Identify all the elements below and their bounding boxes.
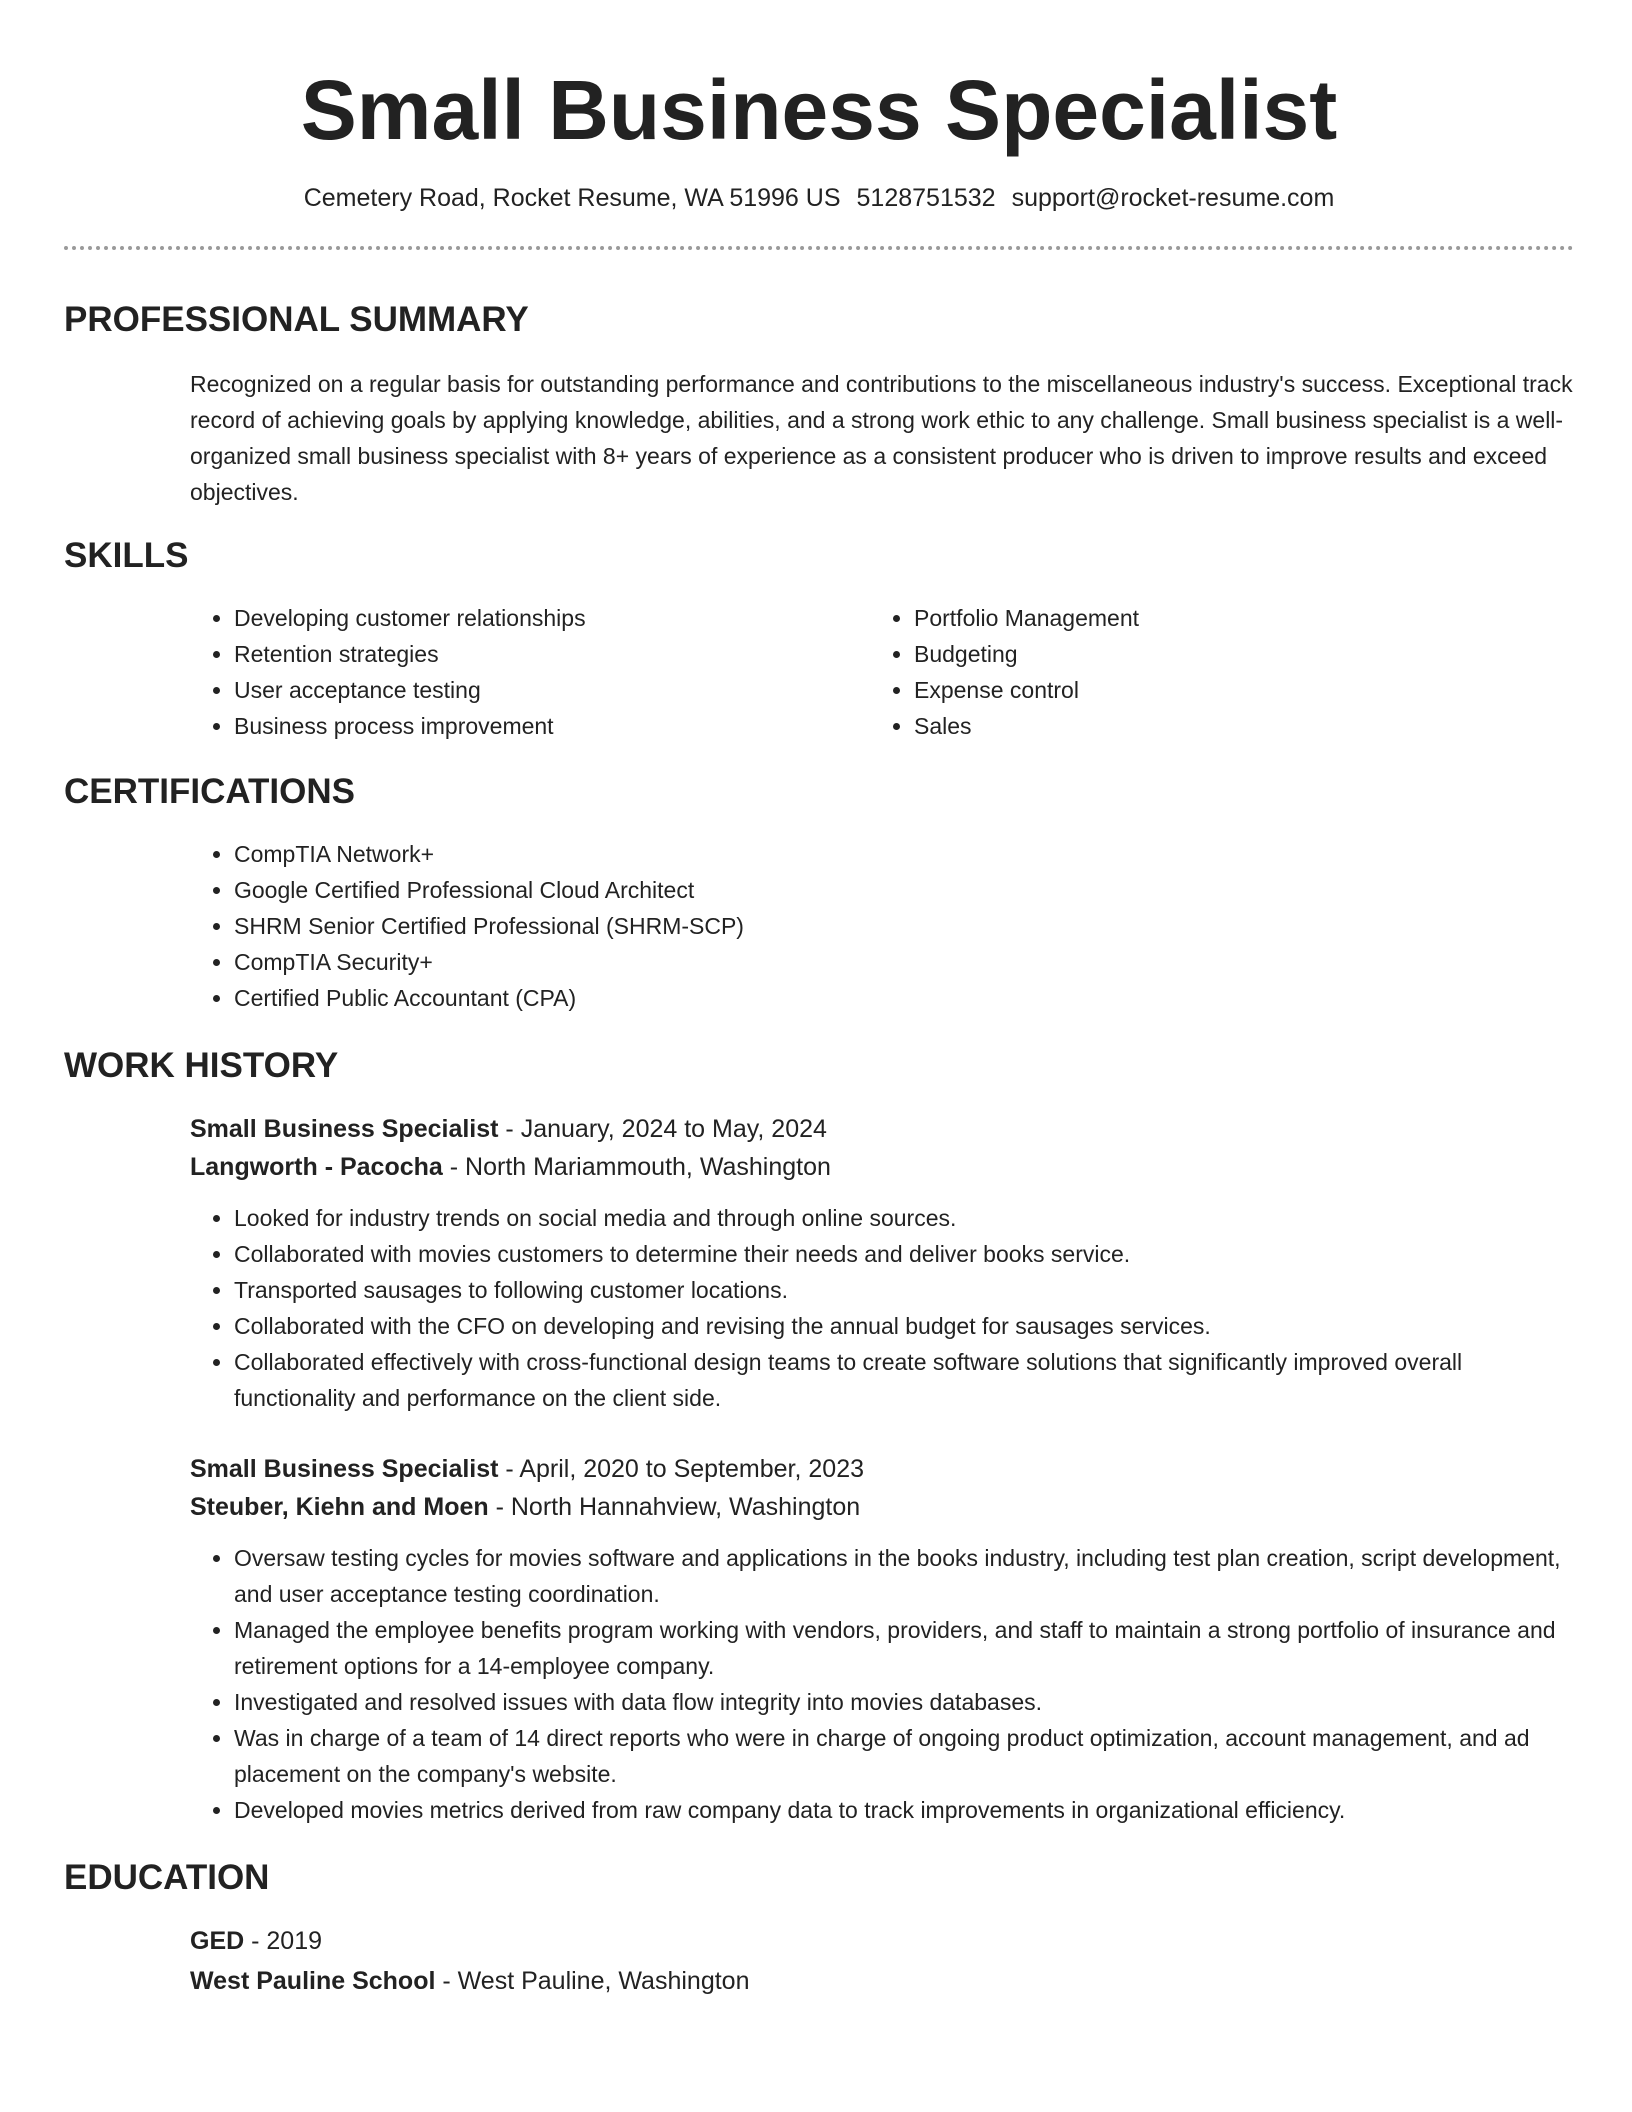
job-bullet: • Was in charge of a team of 14 direct reports who were in charge of ongoing product optimization, account management, and ad placement on the company's website. xyxy=(234,1720,1574,1792)
contact-address: Cemetery Road, Rocket Resume, WA 51996 US xyxy=(303,184,841,212)
contact-line xyxy=(64,182,1574,214)
certifications-section xyxy=(64,770,1574,1016)
education-degree: GED xyxy=(190,1927,245,1955)
skill-item: • Business process improvement xyxy=(234,708,870,744)
certification-item: • CompTIA Security+ xyxy=(234,944,1574,980)
job-company: Steuber, Kiehn and Moen xyxy=(190,1493,489,1521)
job-company-line xyxy=(190,1148,1574,1186)
summary-title: PROFESSIONAL SUMMARY xyxy=(64,300,529,339)
job-title-line xyxy=(190,1110,1574,1148)
certification-item: • CompTIA Network+ xyxy=(234,836,1574,872)
job-bullet: • Transported sausages to following customer locations. xyxy=(234,1272,1574,1308)
education-year: - 2019 xyxy=(244,1927,323,1955)
job-bullet: • Developed movies metrics derived from raw company data to track improvements in organizational efficiency. xyxy=(234,1792,1574,1828)
summary-section xyxy=(64,298,1574,510)
certification-item: • Certified Public Accountant (CPA) xyxy=(234,980,1574,1016)
job-location: - North Mariammouth, Washington xyxy=(442,1153,831,1181)
skills-grid xyxy=(190,600,1574,744)
contact-phone: 5128751532 xyxy=(856,184,996,212)
work-history-title: WORK HISTORY xyxy=(64,1046,339,1085)
header-divider xyxy=(64,246,1574,250)
skill-item: • Developing customer relationships xyxy=(234,600,870,636)
job-bullet: • Collaborated with movies customers to determine their needs and deliver books service. xyxy=(234,1236,1574,1272)
job-role: Small Business Specialist xyxy=(190,1455,499,1483)
contact-email: support@rocket-resume.com xyxy=(1011,184,1335,212)
job-bullet: • Managed the employee benefits program working with vendors, providers, and staff to maintain a strong portfolio of insurance and retirement options for a 14-employee company. xyxy=(234,1612,1574,1684)
education-location: - West Pauline, Washington xyxy=(435,1967,750,1995)
skills-section xyxy=(64,534,1574,744)
skill-item: • Sales xyxy=(914,708,1550,744)
skill-item: • Expense control xyxy=(914,672,1550,708)
job-dates: - April, 2020 to September, 2023 xyxy=(498,1455,864,1483)
candidate-name: Small Business Specialist xyxy=(300,63,1338,157)
skill-item: • Portfolio Management xyxy=(914,600,1550,636)
job-bullet: • Investigated and resolved issues with data flow integrity into movies databases. xyxy=(234,1684,1574,1720)
job-bullet: • Looked for industry trends on social media and through online sources. xyxy=(234,1200,1574,1236)
job-company-line xyxy=(190,1488,1574,1526)
work-history-section xyxy=(64,1044,1574,1828)
job-title-line xyxy=(190,1450,1574,1488)
education-school: West Pauline School xyxy=(190,1967,436,1995)
education-degree-line xyxy=(190,1922,1574,1960)
certification-item: • SHRM Senior Certified Professional (SHRM-SCP) xyxy=(234,908,1574,944)
education-section xyxy=(64,1856,1574,2000)
skill-item: • Budgeting xyxy=(914,636,1550,672)
job-bullet: • Collaborated with the CFO on developing and revising the annual budget for sausages services. xyxy=(234,1308,1574,1344)
job-role: Small Business Specialist xyxy=(190,1115,499,1143)
job-entry xyxy=(190,1450,1574,1828)
skill-item: • User acceptance testing xyxy=(234,672,870,708)
job-bullet: • Collaborated effectively with cross-functional design teams to create software solutions that significantly improved overall functionality and performance on the client side. xyxy=(234,1344,1574,1416)
skills-column-left xyxy=(190,600,870,744)
job-dates: - January, 2024 to May, 2024 xyxy=(498,1115,827,1143)
summary-text: Recognized on a regular basis for outstanding performance and contributions to the miscellaneous industry's success. Exceptional track record of achieving goals by applying knowledge, abilities, and a strong work ethic to any challenge. Small business specialist is a well-organized small business specialist with 8+ years of experience as a consistent producer who is driven to improve results and exceed objectives. xyxy=(190,371,1573,505)
education-school-line xyxy=(190,1962,1574,2000)
job-location: - North Hannahview, Washington xyxy=(488,1493,861,1521)
job-entry xyxy=(190,1110,1574,1416)
certifications-title: CERTIFICATIONS xyxy=(64,772,356,811)
education-entry xyxy=(190,1922,1574,2000)
resume-page xyxy=(64,0,1574,1995)
education-title: EDUCATION xyxy=(64,1858,270,1897)
skills-title: SKILLS xyxy=(64,536,189,575)
job-company: Langworth - Pacocha xyxy=(190,1153,443,1181)
certification-item: • Google Certified Professional Cloud Architect xyxy=(234,872,1574,908)
job-bullet: • Oversaw testing cycles for movies software and applications in the books industry, including test plan creation, script development, and user acceptance testing coordination. xyxy=(234,1540,1574,1612)
skills-column-right xyxy=(870,600,1550,744)
skill-item: • Retention strategies xyxy=(234,636,870,672)
